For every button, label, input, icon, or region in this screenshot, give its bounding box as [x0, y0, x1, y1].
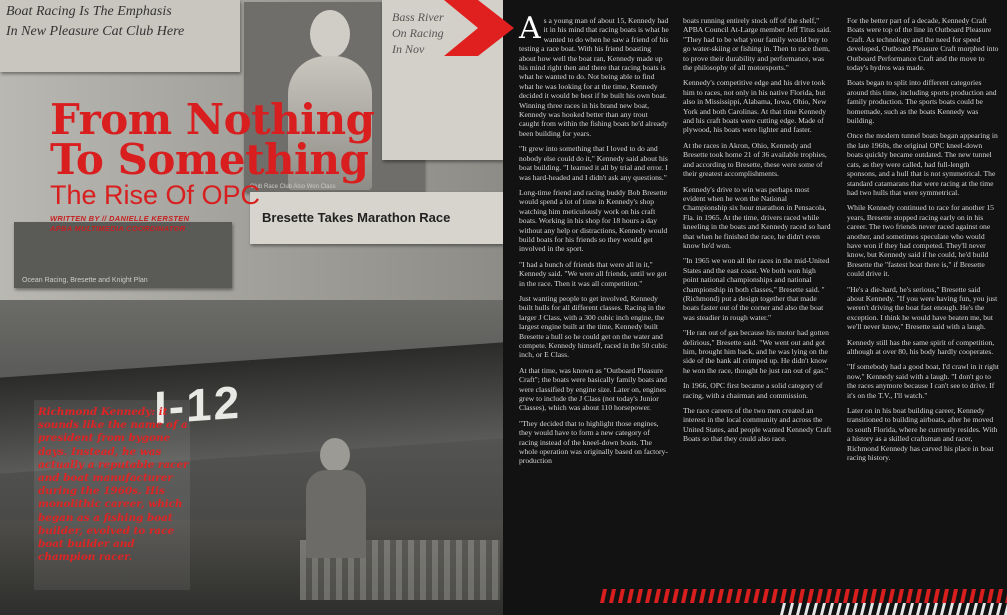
boat-photo-caption: Ocean Racing, Bresette and Knight Plan — [22, 277, 148, 284]
seated-man-body — [306, 470, 366, 558]
byline-author: WRITTEN BY // DANIELLE KERSTEN — [50, 214, 190, 223]
col3-paragraph: Once the modern tunnel boats began appearing in the late 1960s, the original OPC kneel-down boats quickly became outdated. The new tunnel cats, as they were called, had full-length sponsons, and a hull that is not symmetrical. The standard catamarans that were racing at the time had two hulls that were symmetrical. — [847, 131, 998, 197]
article-column-2 — [683, 16, 833, 450]
clipping-headline-line1: Boat Racing Is The Emphasis — [6, 4, 172, 19]
col3-paragraph: Kennedy still has the same spirit of competition, although at over 80, his body hardly cooperates. — [847, 337, 995, 356]
seated-man-head — [320, 438, 350, 472]
clipping-headline-line2: In New Pleasure Cat Club Here — [6, 24, 185, 39]
portrait-caption: Club Race Club Also Won Class — [250, 184, 336, 190]
col3-paragraph: For the better part of a decade, Kennedy Craft Boats were top of the line in Outboard Pleasure Craft. As technology and the need for speed developed, Outboard Pleasure Craft morphed into Outboard Performance Craft and the move to today's hydros was made. — [847, 16, 999, 73]
article-column-1 — [519, 11, 669, 472]
col1-paragraph: s a young man of about 15, Kennedy had it in his mind that racing boats is what he wanted to do when he saw a friend of his testing a race boat. With his friend boasting about how well the boat ran, Kennedy made up his mind right then and there that racing boats is what he wanted to do. Not being able to find what he was looking for at the time, Kennedy decided it would be best if he built his own boat. Winning three races in his brand new boat, Kennedy was hooked better than any trout caught from within the fishing boats he'd already been building for years. — [519, 16, 669, 138]
clipping-right-line1: Bass River — [392, 10, 444, 24]
col3-paragraph: While Kennedy continued to race for another 15 years, Bresette stopped racing early on in his career. The two friends never raced against one another, and sometimes speculate who would have won if they had competed. They'll never know, but Kennedy said if he could, he'd build Bresette the "fastest boat there is," if Bresette could drive it. — [847, 203, 994, 279]
col1-paragraph: "I had a bunch of friends that were all in it," Kennedy said. "We were all friends, until we got in the race. Then it was all competition." — [519, 259, 667, 288]
clipping-right-line2: On Racing — [392, 26, 444, 40]
col2-paragraph: At the races in Akron, Ohio, Kennedy and Bresette took home 21 of 36 available trophies, and according to Bresette, these were some of their greatest accomplishments. — [683, 140, 827, 179]
col3-paragraph: "He's a die-hard, he's serious," Bresette said about Kennedy. "If you were having fun, you just weren't driving the boat fast enough. He's the exception. I think he would have beaten me, but we'll never know," Bresette said with a laugh. — [847, 284, 998, 332]
drop-cap: A — [519, 11, 541, 46]
article-title-block — [50, 95, 490, 210]
col3-paragraph: Later on in his boat building career, Kennedy transitioned to building airboats, after he moved to south Florida, where he currently resides. With a history as a skilled craftsman and racer, Richmond Kennedy has carved his place in boat racing history. — [847, 406, 998, 463]
man-head — [310, 10, 350, 58]
article-subtitle: The Rise Of OPC — [50, 180, 261, 210]
boat-number: I-12 — [154, 375, 242, 434]
marathon-headline: Bresette Takes Marathon Race — [262, 210, 451, 225]
col3-paragraph: Boats began to split into different categories around this time, including sports production and family production. The sports boats could be homemade, such as the boats Kennedy was building. — [847, 78, 997, 126]
white-stripes-decoration — [780, 603, 1007, 615]
red-stripes-decoration — [600, 589, 1007, 603]
col2-paragraph: boats running entirely stock off of the shelf," APBA Council At-Large member Jeff Titus said. "They had to be what your family would buy to go water-skiing or fishing in. Then to race them, to prove their durability and performance, was the philosophy of all motorsports." — [683, 16, 832, 73]
col1-paragraph: At that time, was known as "Outboard Pleasure Craft"; the boats were basically family boats and were classified by engine size. Later on, engines grew to include the J Class (not today's Junior Classes), which was about 110 horsepower. — [519, 365, 667, 413]
col1-paragraph: Just wanting people to get involved, Kennedy built hulls for all different classes. Racing in the larger J Class, with a 300 cubic inch engine, the largest engine built at the time, Kennedy built Bresette a hull so he could get on the water and compete. Kennedy himself, raced in the 50 cubic inch, or E Class. — [519, 293, 668, 360]
col1-paragraph: Long-time friend and racing buddy Bob Bresette would spend a lot of time in Kennedy's shop watching him meticulously work on his craft boats. Working in his shop for 18 hours a day without any help or distractions, Kennedy would build boats for his friends so they would get involved in the sport. — [519, 187, 668, 254]
right-page-text — [503, 0, 1007, 615]
col2-paragraph: The race careers of the two men created an interest in the local community and across the United States, and people wanted Kennedy Craft Boats so that they could also race. — [683, 406, 832, 444]
col1-paragraph: "They decided that to highlight those engines, they would have to form a new category of racing instead of the kneel-down boats. The whole operation was originally based on factory-production — [519, 418, 668, 466]
col1-paragraph: "It grew into something that I loved to do and nobody else could do it," Kennedy said about his boat building. "I learned it all by trial and error. I was hard-headed and I didn't ask any questions." — [519, 144, 668, 182]
byline — [50, 214, 189, 234]
col2-paragraph: "In 1965 we won all the races in the mid-United States and the east coast. We both won high point national championships and national championship in both classes," Bresette said. "(Richmond) put a design together that made boats faster out of the corner and also the boat was steadier in rough water." — [683, 256, 830, 322]
col2-paragraph: In 1966, OPC first became a solid category of racing, with a chairman and commission. — [683, 381, 823, 400]
article-column-3 — [847, 16, 999, 468]
left-page-photo — [0, 0, 503, 615]
col2-paragraph: "He ran out of gas because his motor had gotten delirious," Bresette said. "We went out and got him, brought him back, and he was lying on the side of the bank all crimped up. He didn't know he won the race, thought he just ran out of gas." — [683, 328, 829, 375]
title-line-2: To Something — [50, 135, 369, 184]
col2-paragraph: Kennedy's competitive edge and his drive took him to races, not only in his native Florida, but also in Mississippi, Alabama, Iowa, Ohio, New York and both Carolinas. At that time Kennedy and his craft boats were cutting edge. Made of plywood, his boats were lighter and faster. — [683, 78, 827, 135]
col2-paragraph: Kennedy's drive to win was perhaps most evident when he won the National Championship six hour marathon in Pensacola, Fla. in 1965. At the time, drivers raced while kneeling in the boats and Kennedy raced so hard that when he finished the race, he didn't even know he'd won. — [683, 184, 831, 250]
clipping-right-line3: In Nov — [392, 42, 425, 56]
byline-role: APBA MULTIMEDIA COORDINATOR — [50, 224, 186, 233]
newspaper-clipping-headline — [0, 0, 240, 72]
pull-quote: Richmond Kennedy: it sounds like the name of a president from bygone days. Instead, he was actually a reputable racer and boat manufacturer during the 1960s. His monolithic career, which began as a fishing boat builder, evolved to race boat builder and champion racer. — [38, 406, 189, 564]
title-line-1: From Nothing — [50, 95, 375, 144]
col3-paragraph: "If somebody had a good boat, I'd crawl in it right now," Kennedy said with a laugh. "I don't go to the races anymore because I can't see to drive. If it's on the T.V., I'll watch." — [847, 362, 999, 400]
seated-man-figure — [306, 438, 366, 558]
red-chevron-icon — [444, 0, 514, 56]
